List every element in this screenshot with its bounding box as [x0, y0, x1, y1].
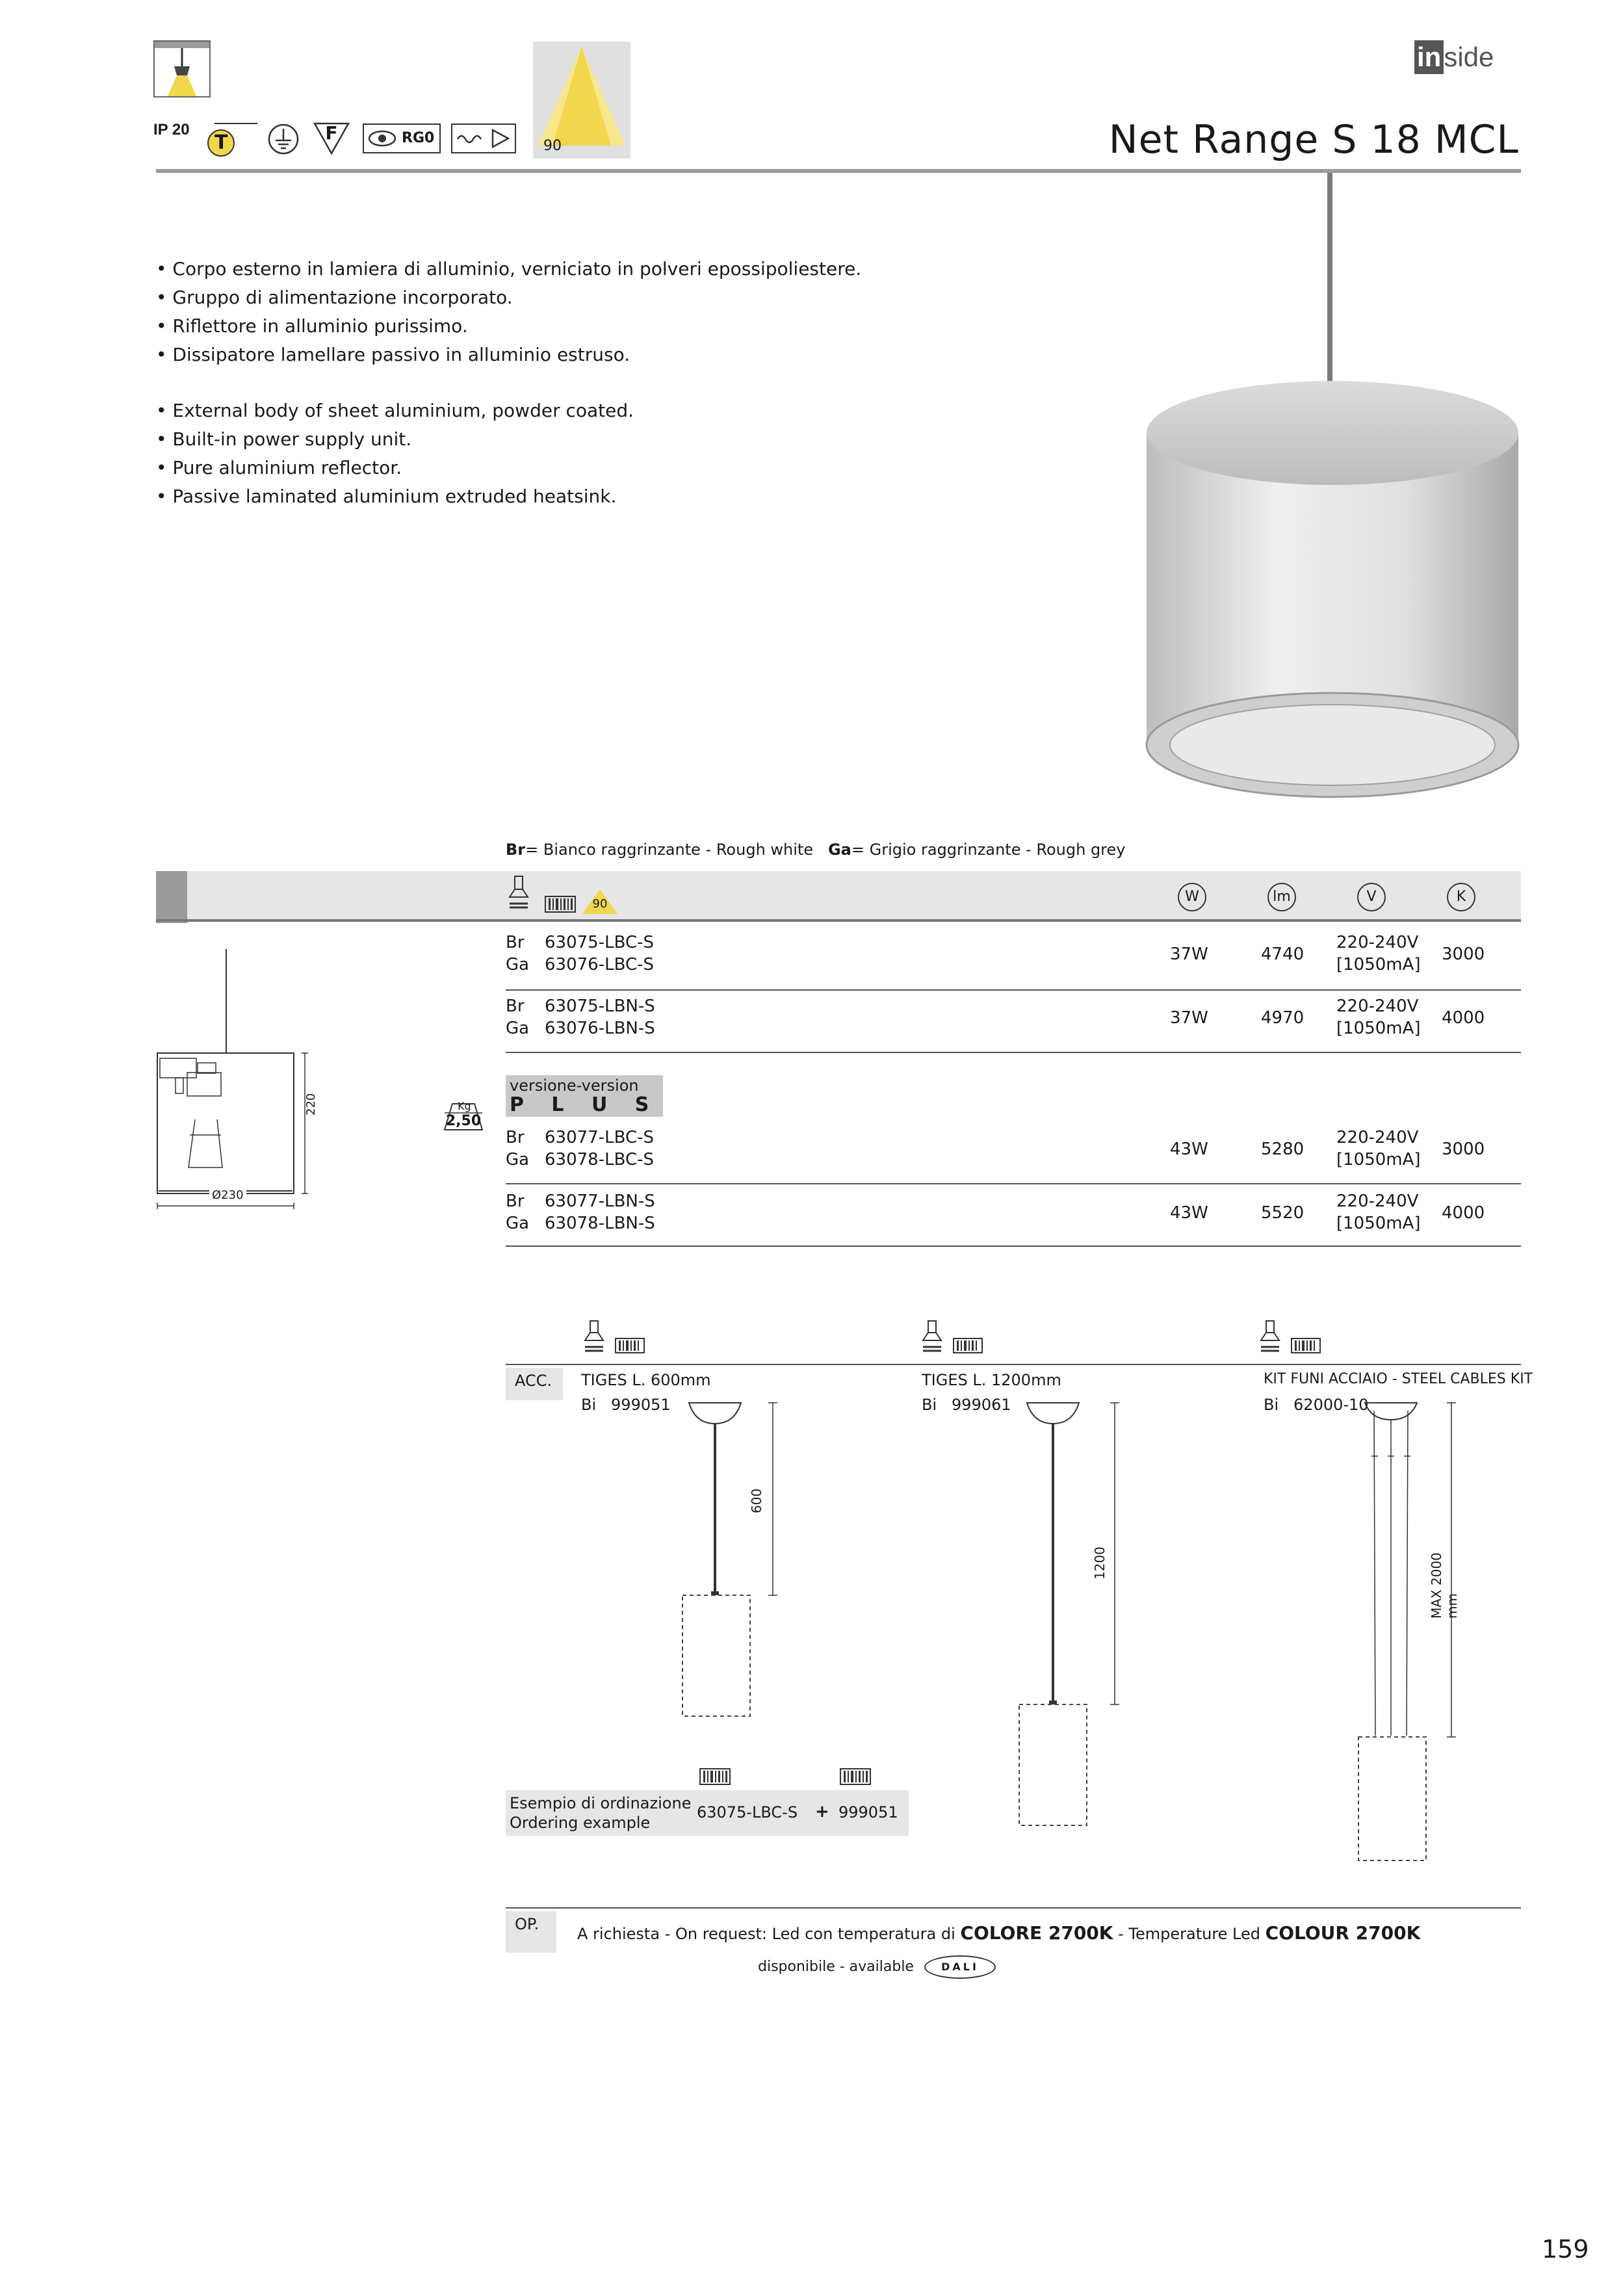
rod-600-drawing — [676, 1398, 793, 1723]
table-row: Br 63075-LBN-S Ga 63076-LBN-S 37W 4970 220-240V [1050mA] 4000 — [506, 997, 1485, 1038]
row-divider — [506, 1183, 1521, 1184]
table-row: Br 63075-LBC-S Ga 63076-LBC-S 37W 4740 220-240V [1050mA] 3000 — [506, 933, 1485, 974]
options-label: OP. — [506, 1911, 556, 1953]
accessories-label: ACC. — [506, 1368, 563, 1400]
availability-text: disponibile - available — [758, 1959, 914, 1975]
barcode-icon — [840, 1768, 871, 1788]
bullet-item: • Dissipatore lamellare passivo in alluminio estruso. — [156, 344, 630, 365]
accessory-title: TIGES L. 1200mm — [922, 1371, 1061, 1389]
bullet-item: • External body of sheet aluminium, powder coated. — [156, 400, 634, 421]
accessories-rule — [506, 1364, 1521, 1365]
version-label: versione-version P L U S — [506, 1075, 663, 1117]
table-header-accent — [156, 871, 187, 923]
beam-warning-icon: 90 — [581, 888, 619, 918]
rod-1200-drawing — [1013, 1398, 1130, 1846]
ordering-example: Esempio di ordinazione Ordering example 63075-LBC-S + 999051 — [506, 1790, 909, 1836]
lamp-icon — [507, 875, 530, 911]
photobiological-rg0-icon: RG0 — [363, 124, 441, 153]
bullet-item: • Gruppo di alimentazione incorporato. — [156, 287, 513, 308]
kelvin-column-icon: K — [1447, 883, 1475, 911]
product-image — [1131, 173, 1534, 810]
bullet-item: • Built-in power supply unit. — [156, 428, 412, 450]
accessory-title: KIT FUNI ACCIAIO - STEEL CABLES KIT — [1264, 1371, 1533, 1387]
brand-logo: inside — [1414, 40, 1494, 74]
bullet-item: • Riflettore in alluminio purissimo. — [156, 315, 468, 337]
dimension-label: 600 — [749, 1488, 764, 1513]
bullet-item: • Passive laminated aluminium extruded heatsink. — [156, 486, 617, 507]
row-divider — [506, 1052, 1521, 1053]
row-divider — [506, 1246, 1521, 1247]
barcode-icon — [1291, 1338, 1321, 1356]
table-header-rule — [156, 919, 1521, 922]
weight-icon: Kg 2,50 — [445, 1100, 482, 1129]
dimension-label: 1200 — [1092, 1546, 1108, 1580]
accessory-code: Bi 999061 — [922, 1396, 1011, 1414]
f-mark-icon: F — [312, 121, 351, 157]
table-header-bar — [156, 871, 1521, 919]
bullet-item: • Corpo esterno in lamiera di alluminio, verniciato in polveri epossipoliestere. — [156, 258, 862, 280]
height-dimension: 220 — [304, 1093, 318, 1115]
options-rule — [506, 1907, 1521, 1909]
accessory-code: Bi 999051 — [581, 1396, 671, 1414]
earth-ground-icon — [266, 122, 300, 159]
table-row: Br 63077-LBN-S Ga 63078-LBN-S 43W 5520 220-240V [1050mA] 4000 — [506, 1192, 1485, 1233]
lamp-icon — [584, 1320, 604, 1355]
temperature-t-icon: T — [207, 121, 259, 163]
lumen-column-icon: lm — [1267, 883, 1296, 911]
beam-angle-icon: 90 — [533, 42, 630, 159]
dimension-label: MAX 2000 mm — [1429, 1552, 1460, 1619]
barcode-icon — [545, 896, 576, 915]
diameter-dimension: Ø230 — [209, 1188, 246, 1202]
accessory-title: TIGES L. 600mm — [581, 1371, 711, 1389]
mounting-icon — [153, 40, 211, 98]
page-title: Net Range S 18 MCL — [1108, 117, 1519, 163]
barcode-icon — [953, 1338, 983, 1356]
description-italian — [156, 255, 861, 369]
dali-logo: DALI — [924, 1955, 996, 1979]
lamp-icon — [1260, 1320, 1280, 1355]
color-legend: Br= Bianco raggrinzante - Rough white Ga= Grigio raggrinzante - Rough grey — [506, 841, 1126, 859]
steel-cables-drawing — [1352, 1398, 1495, 1879]
ip-rating: IP 20 — [153, 121, 190, 138]
options-text: A richiesta - On request: Led con temperatura di COLORE 2700K - Temperature Led COLOUR 2700K — [577, 1922, 1421, 1944]
lamp-icon — [922, 1320, 942, 1355]
technical-drawing — [149, 949, 331, 1222]
table-row: Br 63077-LBC-S Ga 63078-LBC-S 43W 5280 220-240V [1050mA] 3000 — [506, 1128, 1485, 1169]
description-english — [156, 397, 634, 511]
row-divider — [506, 989, 1521, 991]
barcode-icon — [699, 1768, 731, 1788]
volt-column-icon: V — [1357, 883, 1386, 911]
bullet-item: • Pure aluminium reflector. — [156, 457, 402, 478]
dimmable-driver-icon — [451, 124, 516, 153]
page-number: 159 — [1542, 2235, 1589, 2263]
barcode-icon — [615, 1338, 645, 1356]
accessory-code: Bi 62000-10 — [1264, 1396, 1369, 1414]
watt-column-icon: W — [1178, 883, 1206, 911]
